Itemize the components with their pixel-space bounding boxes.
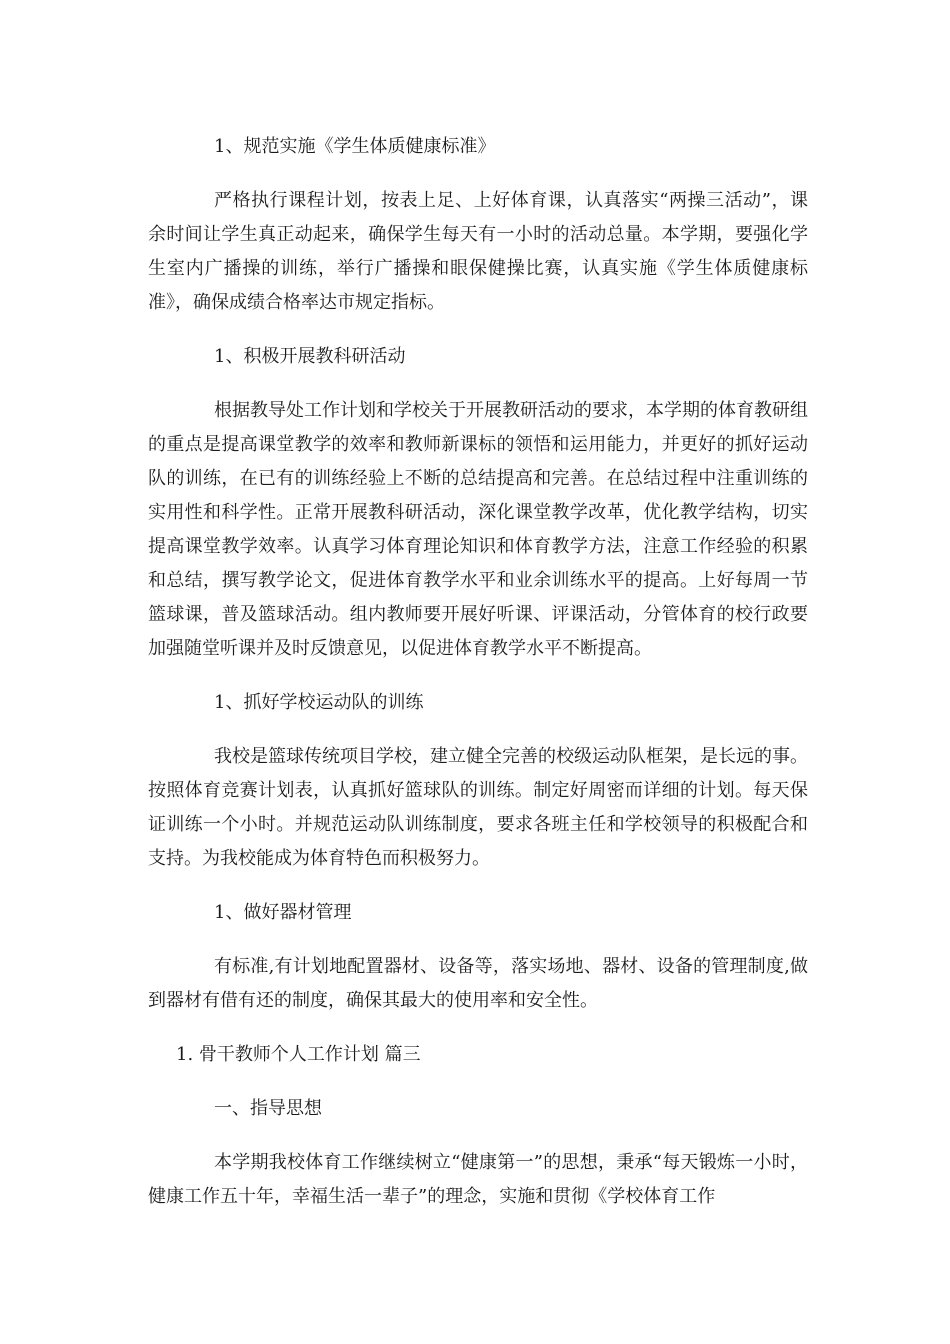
paragraph-research-plan: 根据教导处工作计划和学校关于开展教研活动的要求，本学期的体育教研组的重点是提高课堂教学的效率和教师新课标的领悟和运用能力，并更好的抓好运动队的训练，在已有的训练经验上不断的总结提高和完善。在总结过程中注重训练的实用性和科学性。正常开展教科研活动，深化课堂教学改革，优化教学结构，切实提高课堂教学效率。认真学习体育理论知识和体育教学方法，注意工作经验的积累和总结，撰写教学论文，促进体育教学水平和业余训练水平的提高。上好每周一节篮球课，普及篮球活动。组内教师要开展好听课、评课活动，分管体育的校行政要加强随堂听课并及时反馈意见，以促进体育教学水平不断提高。 [148,400,808,659]
section-title-part-three: 1. 骨干教师个人工作计划 篇三 [176,1044,421,1065]
document-body [148,130,808,1234]
subheading-guiding-ideology: 一、指导思想 [214,1098,322,1119]
subheading-equipment-management: 1、做好器材管理 [214,902,352,923]
subheading-health-standard: 1、规范实施《学生体质健康标准》 [214,136,496,157]
subheading-sports-team-training: 1、抓好学校运动队的训练 [214,692,424,713]
subheading-research-activities: 1、积极开展教科研活动 [214,346,406,367]
paragraph-curriculum-plan: 严格执行课程计划，按表上足、上好体育课，认真落实“两操三活动”，课余时间让学生真正动起来，确保学生每天有一小时的活动总量。本学期，要强化学生室内广播操的训练，举行广播操和眼保健操比赛，认真实施《学生体质健康标准》，确保成绩合格率达市规定指标。 [148,190,808,313]
paragraph-guiding-ideology: 本学期我校体育工作继续树立“健康第一”的思想，秉承“每天锻炼一小时，健康工作五十年，幸福生活一辈子”的理念，实施和贯彻《学校体育工作 [148,1152,808,1207]
paragraph-equipment: 有标准,有计划地配置器材、设备等，落实场地、器材、设备的管理制度,做到器材有借有还的制度，确保其最大的使用率和安全性。 [148,956,808,1011]
paragraph-basketball-team: 我校是篮球传统项目学校，建立健全完善的校级运动队框架，是长远的事。按照体育竞赛计划表，认真抓好篮球队的训练。制定好周密而详细的计划。每天保证训练一个小时。并规范运动队训练制度，要求各班主任和学校领导的积极配合和支持。为我校能成为体育特色而积极努力。 [148,746,808,869]
